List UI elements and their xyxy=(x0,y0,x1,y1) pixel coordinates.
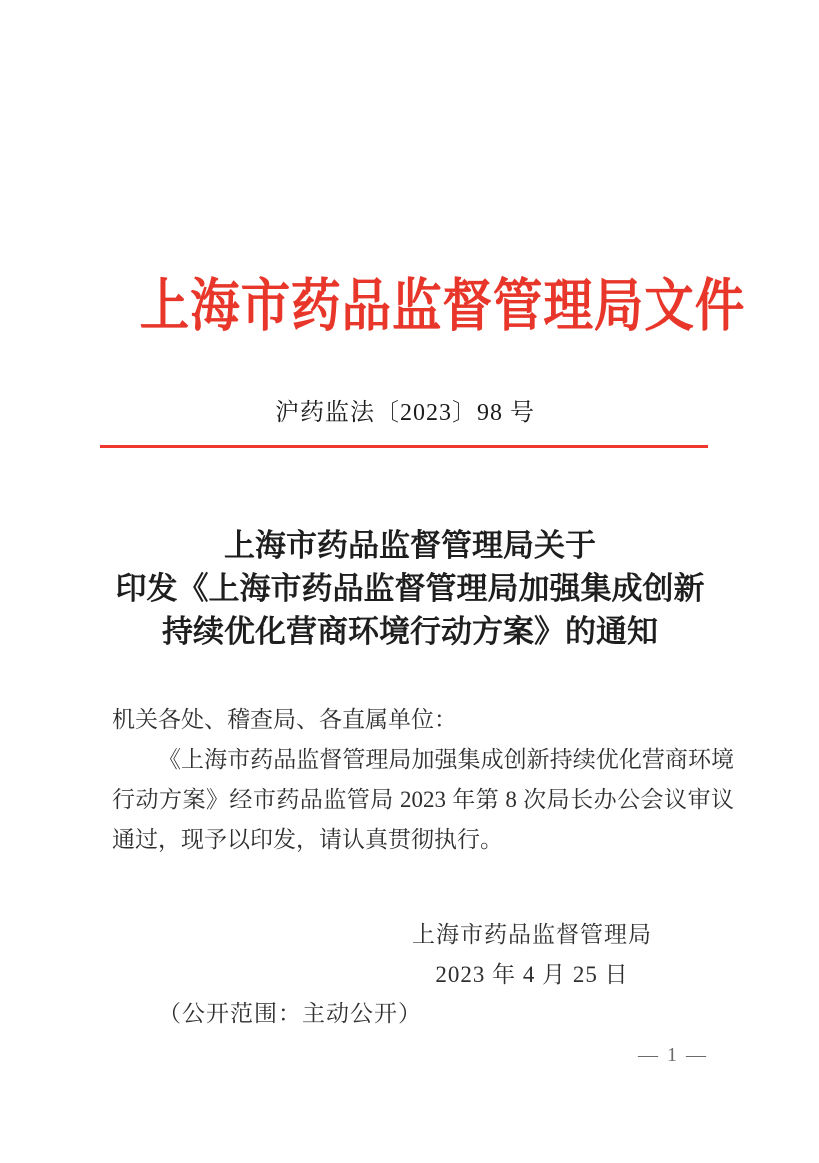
document-title-line-2: 印发《上海市药品监督管理局加强集成创新 xyxy=(115,571,705,606)
document-number: 沪药监法〔2023〕98 号 xyxy=(275,400,535,426)
signature-organization: 上海市药品监督管理局 xyxy=(412,922,652,947)
salutation-line: 机关各处、稽查局、各直属单位： xyxy=(112,707,457,732)
document-body xyxy=(112,700,734,860)
document-title xyxy=(60,524,760,653)
disclosure-note: （公开范围：主动公开） xyxy=(158,1001,422,1026)
document-header-title: 上海市药品监督管理局文件 xyxy=(139,275,746,338)
body-paragraph: 《上海市药品监督管理局加强集成创新持续优化营商环境行动方案》经市药品监管局 2023 年第 8 次局长办公会议审议通过，现予以印发，请认真贯彻执行。 xyxy=(112,747,734,852)
signature-date: 2023 年 4 月 25 日 xyxy=(435,962,629,987)
signature-block xyxy=(392,915,672,995)
page-number: — 1 — xyxy=(638,1044,708,1066)
document-title-line-3: 持续优化营商环境行动方案》的通知 xyxy=(162,614,658,649)
document-title-line-1: 上海市药品监督管理局关于 xyxy=(224,528,596,563)
red-divider-line xyxy=(100,445,708,448)
